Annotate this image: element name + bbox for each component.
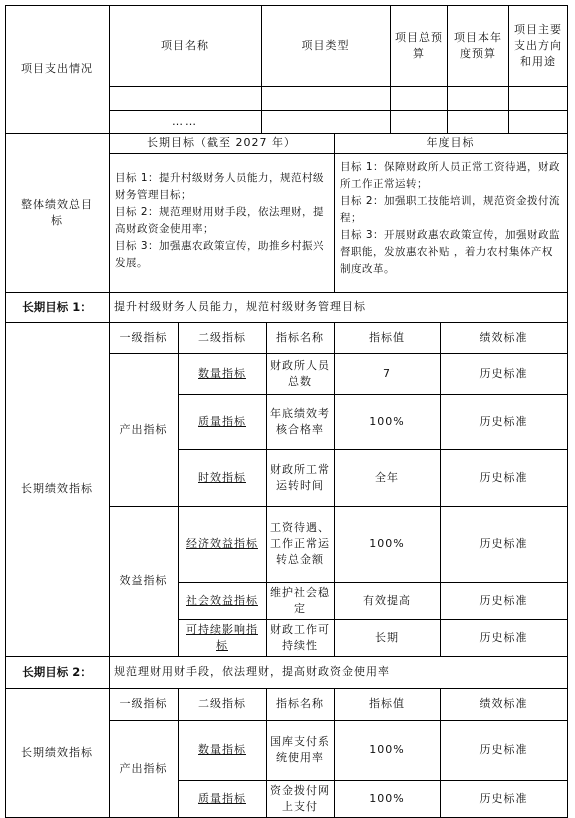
goal1-row-value: 全年: [375, 470, 399, 484]
goal1-row-level2: 质量指标: [198, 414, 246, 428]
annual-goal-1: 目标 1：保障财政所人员正常工资待遇，财政所工作正常运转；: [340, 161, 561, 190]
long-goal-2: 目标 2：规范理财用财手段，依法理财，提高财政资金使用率；: [115, 206, 325, 235]
goal1-row-standard: 历史标准: [479, 537, 528, 550]
goal1-row-level2: 时效指标: [198, 470, 246, 484]
col-project-type: 项目类型: [301, 38, 350, 52]
goal2-text: 规范理财用财手段，依法理财，提高财政资金使用率: [114, 665, 390, 678]
goal2-row-standard: 历史标准: [479, 791, 528, 805]
long-term-goal-title: 长期目标（截至 2027 年）: [147, 136, 296, 149]
goal1-row-value: 100%: [369, 537, 405, 550]
goal2-row-value: 100%: [369, 791, 405, 805]
goal1-row-name: 财政工作可持续性: [270, 622, 330, 652]
goal1-row-standard: 历史标准: [479, 414, 528, 428]
goal1-text: 提升村级财务人员能力，规范村级财务管理目标: [114, 300, 366, 313]
goal2-row-name: 国库支付系统使用率: [270, 735, 330, 764]
goal1-row-name: 年底绩效考核合格率: [270, 406, 330, 436]
annual-goal-2: 目标 2：加强职工技能培训，规范资金拨付流程；: [340, 195, 561, 224]
goal2-label: 长期目标 2：: [22, 665, 92, 679]
goal1-row-name: 维护社会稳定: [270, 585, 330, 615]
goal1-row-name: 财政所工常运转时间: [270, 462, 330, 492]
goal1-header-level1: 一级指标: [119, 330, 168, 344]
goal1-row-value: 7: [383, 366, 391, 380]
goal1-row-value: 100%: [369, 414, 405, 428]
goal1-row-name: 财政所人员总数: [270, 358, 330, 388]
ellipsis: ……: [172, 114, 198, 128]
col-annual-budget: 项目本年度预算: [454, 30, 502, 60]
overall-goal-label: 整体绩效总目标: [21, 197, 93, 227]
col-expense-use: 项目主要支出方向和用途: [514, 22, 562, 68]
goal1-row-standard: 历史标准: [479, 366, 528, 380]
goal2-header-value: 指标值: [369, 697, 405, 710]
col-project-name: 项目名称: [161, 38, 209, 52]
goal1-header-standard: 绩效标准: [479, 330, 528, 344]
goal2-row-value: 100%: [369, 743, 405, 756]
goal2-output-indicator: 产出指标: [119, 761, 168, 775]
goal1-row-value: 有效提高: [363, 593, 411, 607]
goal1-header-value: 指标值: [369, 330, 405, 344]
goal2-row-level2: 质量指标: [198, 791, 246, 805]
goal2-header-name: 指标名称: [276, 697, 324, 710]
long-goal-1: 目标 1：提升村级财务人员能力，规范村级财务管理目标；: [115, 172, 325, 201]
goal1-row-level2: 经济效益指标: [186, 537, 258, 550]
goal1-row-level2: 社会效益指标: [186, 593, 258, 607]
annual-goal-list: [340, 159, 562, 278]
project-expense-label: 项目支出情况: [21, 62, 93, 75]
goal1-header-name: 指标名称: [276, 330, 324, 344]
goal1-label: 长期目标 1：: [22, 300, 92, 314]
goal2-row-name: 资金拨付网上支付: [270, 783, 330, 813]
goal1-benefit-indicator: 效益指标: [119, 574, 168, 587]
goal1-header-level2: 二级指标: [198, 330, 246, 344]
goal1-row-level2: 数量指标: [198, 366, 246, 380]
long-goal-3: 目标 3：加强惠农政策宣传，助推乡村振兴发展。: [115, 240, 325, 269]
goal1-row-standard: 历史标准: [479, 470, 528, 484]
goal2-header-level1: 一级指标: [119, 697, 168, 710]
goal2-header-level2: 二级指标: [198, 697, 246, 710]
goal2-row-standard: 历史标准: [479, 743, 528, 756]
goal2-row-level2: 数量指标: [198, 743, 246, 756]
annual-goal-title: 年度目标: [426, 136, 475, 149]
col-total-budget: 项目总预算: [395, 30, 443, 60]
goal2-header-standard: 绩效标准: [479, 697, 528, 710]
annual-goal-3: 目标 3：开展财政惠农政策宣传，加强财政监督职能，发放惠农补贴 ，着力农村集体产权制度改革。: [340, 229, 561, 275]
goal1-row-name: 工资待遇、工作正常运转总金额: [270, 521, 330, 566]
goal1-output-indicator: 产出指标: [119, 422, 168, 436]
goal1-row-level2: 可持续影响指标: [186, 622, 258, 652]
goal1-row-standard: 历史标准: [479, 593, 528, 607]
goal2-indicator-section: 长期绩效指标: [21, 745, 93, 759]
long-term-goal-list: [115, 170, 329, 272]
goal1-indicator-section: 长期绩效指标: [21, 482, 93, 495]
goal1-row-standard: 历史标准: [479, 630, 528, 644]
goal1-row-value: 长期: [375, 630, 399, 644]
